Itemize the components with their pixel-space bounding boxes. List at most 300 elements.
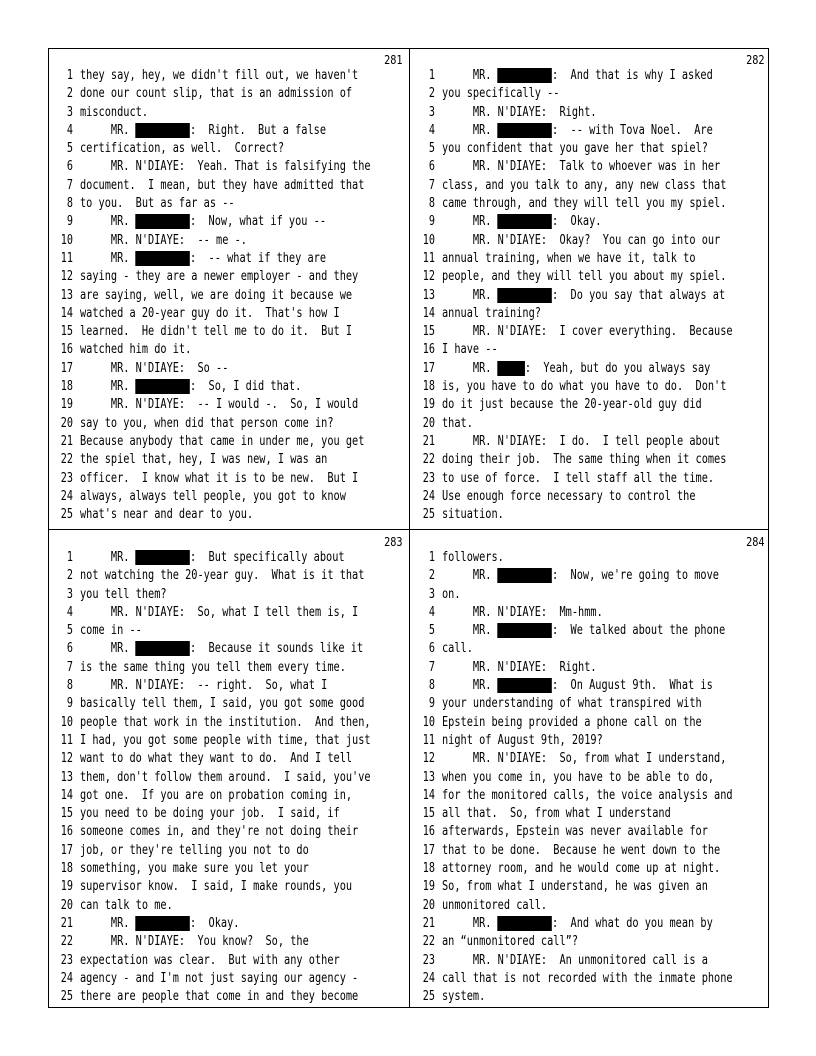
transcript-line	[411, 232, 770, 250]
line-text: when you come in, you have to be able to do,	[442, 769, 715, 785]
speaker-prefix: MR.	[80, 641, 136, 657]
speaker-prefix: MR.	[442, 623, 498, 639]
speaker-text: : -- with Tova Noel. Are	[552, 122, 713, 138]
line-number: 3	[66, 104, 73, 120]
line-text: to you. But as far as --	[80, 196, 235, 212]
line-number: 22	[60, 452, 73, 468]
transcript-line	[49, 250, 408, 268]
transcript-line	[49, 305, 408, 323]
transcript-line	[49, 67, 408, 85]
line-text: Because anybody that came in under me, you get	[80, 433, 365, 449]
speaker-text: : Right. But a false	[190, 122, 327, 138]
redaction-bar	[136, 641, 190, 656]
line-text: MR. N'DIAYE: Right.	[442, 659, 597, 675]
line-text	[80, 640, 363, 658]
line-text: call that is not recorded with the inmate phone	[442, 970, 733, 986]
line-text	[80, 915, 239, 933]
line-text: class, and you talk to any, any new class that	[442, 177, 727, 193]
line-number: 18	[60, 861, 73, 877]
line-text: what's near and dear to you.	[80, 507, 254, 523]
line-number: 20	[60, 415, 73, 431]
speaker-prefix: MR.	[80, 915, 136, 931]
line-number: 1	[66, 550, 73, 565]
transcript-line	[411, 970, 770, 988]
transcript-line	[411, 158, 770, 176]
line-text: all that. So, from what I understand	[442, 806, 671, 822]
transcript-line	[411, 787, 770, 805]
line-text	[80, 549, 345, 567]
line-text: Epstein being provided a phone call on the	[442, 714, 702, 730]
speaker-text: : Okay.	[552, 214, 602, 230]
transcript-line	[411, 549, 770, 567]
column-divider	[409, 49, 410, 1007]
line-text: basically tell them, I said, you got some good	[80, 696, 365, 712]
transcript-line	[49, 268, 408, 286]
line-text: they say, hey, we didn't fill out, we haven't	[80, 68, 359, 83]
speaker-prefix: MR.	[442, 68, 498, 83]
transcript-line	[411, 750, 770, 768]
redaction-bar	[498, 214, 552, 229]
speaker-prefix: MR.	[442, 915, 498, 931]
transcript-line	[411, 287, 770, 305]
speaker-prefix: MR.	[80, 379, 136, 395]
line-text: to use of force. I tell staff all the time.	[442, 470, 715, 486]
line-text: can talk to me.	[80, 897, 173, 913]
line-text: your understanding of what transpired with	[442, 696, 702, 712]
line-number: 15	[60, 324, 73, 340]
line-number: 5	[66, 623, 73, 639]
line-number: 24	[60, 488, 73, 504]
line-number: 16	[422, 342, 435, 358]
transcript-line	[411, 67, 770, 85]
speaker-prefix: MR.	[442, 568, 498, 584]
line-number: 18	[60, 379, 73, 395]
line-number: 20	[422, 415, 435, 431]
line-text: situation.	[442, 507, 504, 523]
line-number: 15	[422, 324, 435, 340]
transcript-line	[411, 396, 770, 414]
transcript-lines	[411, 67, 770, 524]
redaction-bar	[136, 550, 190, 565]
transcript-line	[49, 549, 408, 567]
transcript-line	[49, 85, 408, 103]
transcript-line	[411, 897, 770, 915]
line-text: watched a 20-year guy do it. That's how I	[80, 305, 340, 321]
transcript-line	[411, 323, 770, 341]
line-text: MR. N'DIAYE: Right.	[442, 104, 597, 120]
line-number: 25	[422, 507, 435, 523]
transcript-line	[49, 177, 408, 195]
row-divider	[49, 529, 768, 530]
transcript-line	[49, 897, 408, 915]
line-number: 20	[422, 897, 435, 913]
line-number: 7	[66, 177, 73, 193]
redaction-bar	[498, 123, 552, 138]
transcript-line	[411, 878, 770, 896]
transcript-line	[411, 769, 770, 787]
line-text: you confident that you gave her that spiel?	[442, 141, 708, 157]
speaker-prefix: MR.	[80, 122, 136, 138]
transcript-line	[411, 488, 770, 506]
transcript-line	[49, 158, 408, 176]
redaction-bar	[136, 251, 190, 266]
line-text: MR. N'DIAYE: -- right. So, what I	[80, 678, 328, 694]
line-number: 23	[422, 470, 435, 486]
transcript-line	[49, 640, 408, 658]
page-panel-282	[411, 49, 770, 527]
page-panel-283	[49, 531, 408, 1009]
speaker-text: : And what do you mean by	[552, 915, 713, 931]
transcript-line	[411, 104, 770, 122]
line-text: saying - they are a newer employer - and they	[80, 269, 359, 285]
line-number: 13	[60, 287, 73, 303]
line-text	[442, 67, 713, 85]
speaker-text: : Now, what if you --	[190, 214, 327, 230]
transcript-line	[49, 470, 408, 488]
line-number: 10	[60, 232, 73, 248]
speaker-text: : So, I did that.	[190, 379, 302, 395]
line-number: 19	[60, 879, 73, 895]
line-number: 9	[428, 696, 435, 712]
line-number: 16	[60, 342, 73, 358]
line-number: 7	[428, 177, 435, 193]
transcript-line	[49, 140, 408, 158]
line-number: 17	[60, 842, 73, 858]
line-number: 22	[60, 934, 73, 950]
line-text	[442, 567, 719, 585]
transcript-line	[411, 860, 770, 878]
page-number: 284	[746, 534, 765, 549]
transcript-line	[49, 677, 408, 695]
speaker-prefix: MR.	[442, 287, 498, 303]
transcript-line	[411, 415, 770, 433]
line-number: 1	[428, 68, 435, 83]
line-number: 20	[60, 897, 73, 913]
line-text	[442, 360, 710, 378]
line-text: came through, and they will tell you my spiel.	[442, 196, 727, 212]
line-text	[442, 122, 713, 140]
line-text: got one. If you are on probation coming in,	[80, 787, 353, 803]
transcript-line	[411, 470, 770, 488]
transcript-lines	[49, 549, 408, 1006]
transcript-line	[49, 915, 408, 933]
transcript-line	[411, 640, 770, 658]
line-number: 17	[60, 360, 73, 376]
transcript-line	[49, 952, 408, 970]
line-number: 5	[428, 623, 435, 639]
line-number: 25	[60, 507, 73, 523]
line-text	[80, 213, 326, 231]
line-number: 4	[428, 122, 435, 138]
speaker-text: : And that is why I asked	[552, 68, 713, 83]
transcript-line	[411, 677, 770, 695]
line-number: 4	[428, 604, 435, 620]
line-text: watched him do it.	[80, 342, 192, 358]
transcript-line	[411, 952, 770, 970]
line-number: 11	[422, 250, 435, 266]
transcript-line	[411, 250, 770, 268]
line-number: 17	[422, 842, 435, 858]
line-text: Use enough force necessary to control the	[442, 488, 696, 504]
transcript-line	[49, 732, 408, 750]
line-text: system.	[442, 989, 486, 1005]
line-text	[80, 122, 326, 140]
line-number: 1	[66, 68, 73, 83]
transcript-line	[49, 415, 408, 433]
transcript-line	[49, 195, 408, 213]
page-number: 283	[384, 534, 403, 549]
transcript-line	[49, 787, 408, 805]
speaker-prefix: MR.	[80, 214, 136, 230]
line-text: you need to be doing your job. I said, if	[80, 806, 340, 822]
transcript-line	[411, 732, 770, 750]
line-number: 7	[66, 659, 73, 675]
line-text	[442, 677, 713, 695]
transcript-line	[49, 933, 408, 951]
transcript-line	[49, 659, 408, 677]
line-text: expectation was clear. But with any other	[80, 952, 340, 968]
line-text: night of August 9th, 2019?	[442, 732, 603, 748]
line-text: you tell them?	[80, 586, 167, 602]
redaction-bar	[498, 288, 552, 303]
transcript-line	[411, 341, 770, 359]
line-number: 4	[66, 604, 73, 620]
transcript-line	[49, 970, 408, 988]
line-number: 8	[66, 678, 73, 694]
transcript-line	[49, 860, 408, 878]
line-text: for the monitored calls, the voice analysis and	[442, 787, 733, 803]
transcript-line	[49, 805, 408, 823]
transcript-line	[49, 586, 408, 604]
line-text: do it just because the 20-year-old guy did	[442, 397, 702, 413]
line-number: 12	[422, 269, 435, 285]
transcript-line	[411, 360, 770, 378]
line-text: I had, you got some people with time, that just	[80, 732, 371, 748]
transcript-line	[49, 506, 408, 524]
transcript-line	[411, 604, 770, 622]
line-text: on.	[442, 586, 461, 602]
line-number: 9	[66, 214, 73, 230]
line-text: MR. N'DIAYE: I do. I tell people about	[442, 433, 721, 449]
speaker-prefix: MR.	[442, 214, 498, 230]
line-text: MR. N'DIAYE: Talk to whoever was in her	[442, 159, 721, 175]
line-number: 22	[422, 934, 435, 950]
line-text: attorney room, and he would come up at night.	[442, 861, 721, 877]
transcript-line	[411, 213, 770, 231]
page-number: 281	[384, 52, 403, 67]
speaker-prefix: MR.	[442, 122, 498, 138]
transcript-line	[411, 714, 770, 732]
line-number: 11	[60, 732, 73, 748]
line-number: 19	[60, 397, 73, 413]
redaction-bar	[136, 214, 190, 229]
line-text: annual training, when we have it, talk to	[442, 250, 696, 266]
line-number: 16	[422, 824, 435, 840]
line-text: is the same thing you tell them every time.	[80, 659, 346, 675]
transcript-line	[411, 988, 770, 1006]
line-number: 24	[60, 970, 73, 986]
redaction-bar	[498, 678, 552, 693]
transcript-line	[49, 433, 408, 451]
line-number: 10	[422, 232, 435, 248]
line-number: 10	[60, 714, 73, 730]
transcript-line	[411, 122, 770, 140]
line-number: 3	[428, 586, 435, 602]
line-number: 19	[422, 397, 435, 413]
line-number: 1	[428, 550, 435, 565]
transcript-lines	[49, 67, 408, 524]
line-text: you specifically --	[442, 86, 560, 102]
line-text: document. I mean, but they have admitted that	[80, 177, 365, 193]
line-text	[442, 213, 601, 231]
line-number: 18	[422, 861, 435, 877]
line-number: 6	[66, 641, 73, 657]
redaction-bar	[498, 568, 552, 583]
line-text: something, you make sure you let your	[80, 861, 309, 877]
line-number: 6	[428, 641, 435, 657]
transcript-line	[49, 823, 408, 841]
transcript-line	[49, 451, 408, 469]
transcript-line	[49, 769, 408, 787]
transcript-line	[49, 104, 408, 122]
line-text	[442, 622, 725, 640]
line-number: 3	[66, 586, 73, 602]
transcript-line	[411, 85, 770, 103]
line-text: MR. N'DIAYE: So, what I tell them is, I	[80, 604, 359, 620]
speaker-text: : We talked about the phone	[552, 623, 726, 639]
transcript-line	[49, 567, 408, 585]
speaker-text: : Okay.	[190, 915, 240, 931]
line-text: annual training?	[442, 305, 541, 321]
transcript-line	[411, 567, 770, 585]
transcript-line	[411, 659, 770, 677]
line-text: come in --	[80, 623, 142, 639]
speaker-prefix: MR.	[442, 678, 498, 694]
line-number: 25	[422, 989, 435, 1005]
line-number: 8	[66, 196, 73, 212]
line-text: an “unmonitored call”?	[442, 934, 579, 950]
line-number: 19	[422, 879, 435, 895]
line-text: certification, as well. Correct?	[80, 141, 285, 157]
transcript-line	[49, 323, 408, 341]
transcript-line	[411, 695, 770, 713]
line-number: 8	[428, 196, 435, 212]
line-number: 13	[60, 769, 73, 785]
page-number: 282	[746, 52, 765, 67]
transcript-line	[49, 122, 408, 140]
line-text: doing their job. The same thing when it comes	[442, 452, 727, 468]
transcript-line	[49, 988, 408, 1006]
line-text	[80, 250, 326, 268]
line-text: So, from what I understand, he was given an	[442, 879, 708, 895]
line-number: 17	[422, 360, 435, 376]
line-text: officer. I know what it is to be new. But I	[80, 470, 359, 486]
line-text: the spiel that, hey, I was new, I was an	[80, 452, 328, 468]
line-text: job, or they're telling you not to do	[80, 842, 309, 858]
line-text	[442, 287, 725, 305]
line-text: misconduct.	[80, 104, 149, 120]
redaction-bar	[498, 361, 525, 376]
line-number: 11	[422, 732, 435, 748]
line-number: 8	[428, 678, 435, 694]
transcript-line	[411, 378, 770, 396]
transcript-line	[49, 488, 408, 506]
transcript-line	[49, 714, 408, 732]
line-number: 16	[60, 824, 73, 840]
line-number: 6	[428, 159, 435, 175]
line-number: 15	[422, 806, 435, 822]
line-number: 2	[66, 568, 73, 584]
line-number: 14	[60, 305, 73, 321]
redaction-bar	[498, 68, 552, 83]
transcript-line	[49, 878, 408, 896]
line-text: always, always tell people, you got to know	[80, 488, 346, 504]
transcript-sheet	[48, 48, 769, 1008]
line-number: 12	[60, 269, 73, 285]
line-number: 24	[422, 488, 435, 504]
speaker-text: : On August 9th. What is	[552, 678, 713, 694]
line-number: 4	[66, 122, 73, 138]
line-text: afterwards, Epstein was never available for	[442, 824, 708, 840]
redaction-bar	[498, 623, 552, 638]
line-text	[442, 915, 713, 933]
transcript-line	[411, 915, 770, 933]
line-number: 13	[422, 769, 435, 785]
line-text: I have --	[442, 342, 498, 358]
redaction-bar	[498, 916, 552, 931]
speaker-prefix: MR.	[442, 360, 498, 376]
line-number: 6	[66, 159, 73, 175]
line-number: 2	[66, 86, 73, 102]
line-text: say to you, when did that person come in?	[80, 415, 334, 431]
line-text: MR. N'DIAYE: So --	[80, 360, 229, 376]
transcript-line	[411, 433, 770, 451]
line-number: 21	[422, 433, 435, 449]
line-number: 10	[422, 714, 435, 730]
transcript-line	[49, 232, 408, 250]
speaker-prefix: MR.	[80, 250, 136, 266]
line-text: is, you have to do what you have to do. Don't	[442, 379, 727, 395]
transcript-line	[411, 805, 770, 823]
line-text: want to do what they want to do. And I tell	[80, 751, 353, 767]
transcript-line	[49, 341, 408, 359]
line-number: 23	[422, 952, 435, 968]
transcript-line	[49, 622, 408, 640]
line-text: people that work in the institution. And then,	[80, 714, 371, 730]
speaker-prefix: MR.	[80, 550, 136, 565]
transcript-line	[49, 842, 408, 860]
line-text: MR. N'DIAYE: Okay? You can go into our	[442, 232, 721, 248]
transcript-line	[411, 506, 770, 524]
transcript-line	[411, 177, 770, 195]
line-number: 21	[60, 433, 73, 449]
speaker-text: : But specifically about	[190, 550, 345, 565]
line-text: MR. N'DIAYE: So, from what I understand,	[442, 751, 727, 767]
line-text: MR. N'DIAYE: An unmonitored call is a	[442, 952, 708, 968]
line-text: MR. N'DIAYE: Mm-hmm.	[442, 604, 603, 620]
line-text: unmonitored call.	[442, 897, 548, 913]
speaker-text: : Because it sounds like it	[190, 641, 364, 657]
line-number: 21	[422, 915, 435, 931]
transcript-line	[411, 305, 770, 323]
line-number: 22	[422, 452, 435, 468]
line-text: someone comes in, and they're not doing their	[80, 824, 359, 840]
line-text: call.	[442, 641, 473, 657]
line-number: 12	[422, 751, 435, 767]
line-number: 21	[60, 915, 73, 931]
line-number: 7	[428, 659, 435, 675]
line-number: 2	[428, 86, 435, 102]
